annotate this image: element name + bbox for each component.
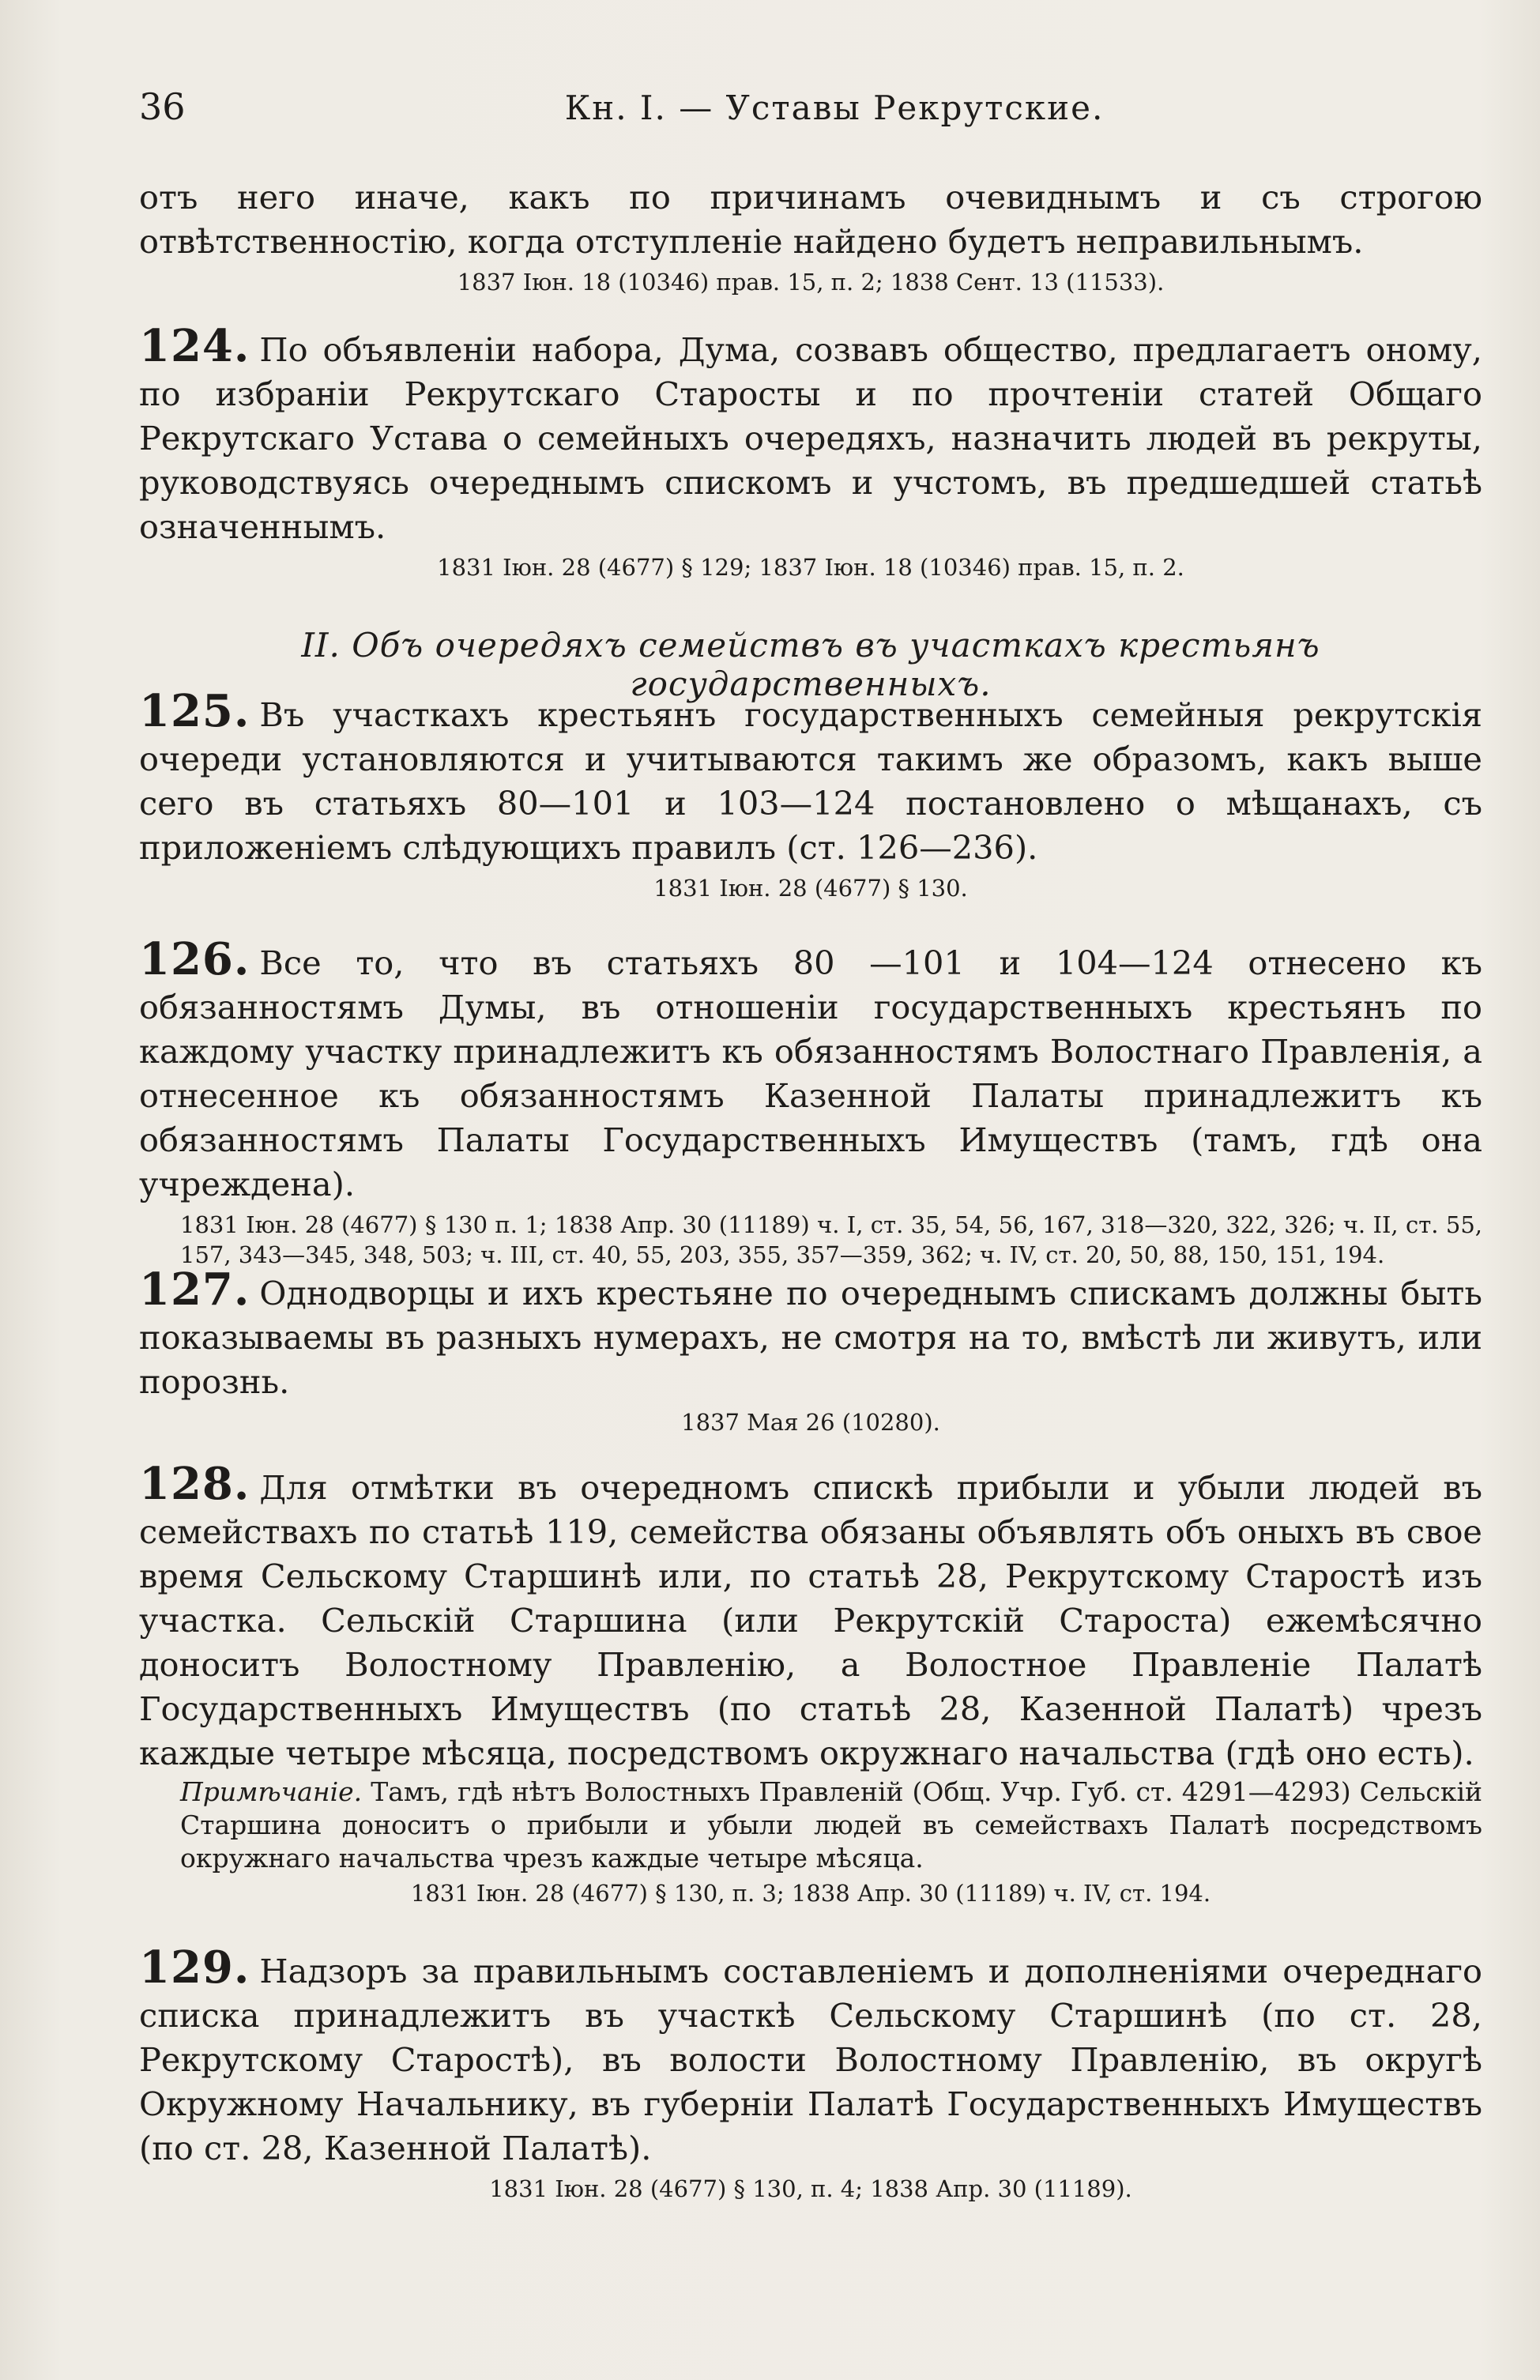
article-number: 126. [139,933,250,985]
article-number: 124. [139,320,250,372]
article-number: 125. [139,685,250,737]
article-number: 129. [139,1941,250,1994]
article-125 [139,685,1482,903]
continuation-text: отъ него иначе, какъ по причинамъ очевиднымъ и съ строгою отвѣтственностію, когда отступленіе найдено будетъ неправильнымъ. [139,178,1482,261]
article-text: Все то, что въ статьяхъ 80 —101 и 104—124 отнесено къ обязанностямъ Думы, въ отношеніи государственныхъ крестьянъ по каждому участку принадлежитъ къ обязанностямъ Волостнаго Правленія, а отнесенное къ обязанностямъ Казенной Палаты принадлежитъ къ обязанностямъ Палаты Государственныхъ Имуществъ (тамъ, гдѣ она учреждена). [139,943,1482,1203]
article-129 [139,1941,1482,2204]
article-number: 127. [139,1263,250,1316]
citation: 1831 Іюн. 28 (4677) § 129; 1837 Іюн. 18 (10346) прав. 15, п. 2. [437,554,1184,581]
citation: 1831 Іюн. 28 (4677) § 130. [653,875,968,902]
note [139,1776,1482,1875]
article-number: 128. [139,1458,250,1510]
article-text: Въ участкахъ крестьянъ государственныхъ семейныя рекрутскія очереди установляются и учитываются такимъ же образомъ, какъ выше сего въ статьяхъ 80—101 и 103—124 постановлено о мѣщанахъ, съ приложеніемъ слѣдующихъ правилъ (ст. 126—236). [139,695,1482,867]
section-title: II. Объ очередяхъ семействъ въ участкахъ крестьянъ государственныхъ. [301,626,1320,703]
article-text: По объявленіи набора, Дума, созвавъ общество, предлагаетъ оному, по избраніи Рекрутскаго Старосты и по прочтеніи статей Общаго Рекрутскаго Устава о семейныхъ очередяхъ, назначить людей въ рекруты, руководствуясь очереднымъ спискомъ и учстомъ, въ предшедшей статьѣ означеннымъ. [139,330,1482,546]
citation: 1837 Іюн. 18 (10346) прав. 15, п. 2; 1838 Сент. 13 (11533). [457,269,1165,296]
article-124 [139,320,1482,582]
citation: 1831 Іюн. 28 (4677) § 130 п. 1; 1838 Апр. 30 (11189) ч. I, ст. 35, 54, 56, 167, 318—320, 322, 326; ч. II, ст. 55, 157, 343—345, 348, 503; ч. III, ст. 40, 55, 203, 355, 357—359, 362; ч. IV, ст. 20, 50, 88, 150, 151, 194. [180,1211,1482,1268]
article-127 [139,1263,1482,1437]
article-126 [139,933,1482,1270]
citation: 1837 Мая 26 (10280). [681,1409,940,1436]
running-title: Кн. I. — Уставы Рекрутские. [564,88,1105,127]
page-header [139,85,1482,141]
article-text: Для отмѣтки въ очередномъ спискѣ прибыли и убыли людей въ семействахъ по статьѣ 119, семейства обязаны объявлять объ оныхъ въ свое время Сельскому Старшинѣ или, по статьѣ 28, Рекрутскому Старостѣ изъ участка. Сельскій Старшина (или Рекрутскій Староста) ежемѣсячно доноситъ Волостному Правленію, а Волостное Правленіе Палатѣ Государственныхъ Имуществъ (по статьѣ 28, Казенной Палатѣ) чрезъ каждые четыре мѣсяца, посредствомъ окружнаго начальства (гдѣ оно есть). [139,1468,1482,1772]
page-number: 36 [139,85,186,128]
article-128 [139,1458,1482,1908]
continuation-block [139,175,1482,297]
article-text: Надзоръ за правильнымъ составленіемъ и дополненіями очереднаго списка принадлежитъ въ участкѣ Сельскому Старшинѣ (по ст. 28, Рекрутскому Старостѣ), въ волости Волостному Правленію, въ округѣ Окружному Начальнику, въ губерніи Палатѣ Государственныхъ Имуществъ (по ст. 28, Казенной Палатѣ). [139,1952,1482,2167]
note-label: Примѣчаніе. [180,1776,363,1807]
article-text: Однодворцы и ихъ крестьяне по очереднымъ спискамъ должны быть показываемы въ разныхъ нумерахъ, не смотря на то, вмѣстѣ ли живутъ, или порознь. [139,1274,1482,1401]
citation: 1831 Іюн. 28 (4677) § 130, п. 3; 1838 Апр. 30 (11189) ч. IV, ст. 194. [410,1880,1211,1907]
note-text: Тамъ, гдѣ нѣтъ Волостныхъ Правленій (Общ. Учр. Губ. ст. 4291—4293) Сельскій Старшина доноситъ о прибыли и убыли людей въ семействахъ Палатѣ посредствомъ окружнаго начальства чрезъ каждые четыре мѣсяца. [180,1776,1482,1873]
citation: 1831 Іюн. 28 (4677) § 130, п. 4; 1838 Апр. 30 (11189). [489,2175,1132,2202]
